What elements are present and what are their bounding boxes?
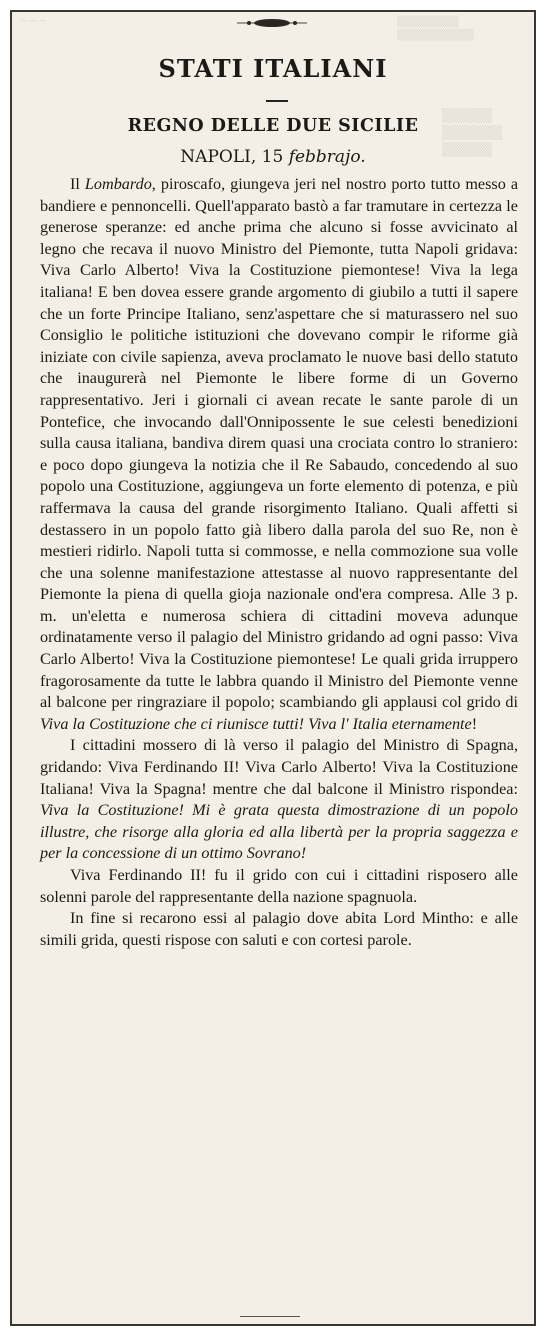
kingdom-title: REGNO DELLE DUE SICILIE (127, 116, 419, 136)
paragraph-text: , piroscafo, giungeva jeri nel nostro porto tutto messo a bandiere e pennoncelli. Quell'apparato bastò a far tramutare in certezza le generose speranze: ed anche prima che alcuno si fosse avvicinato al legno che recava il nuovo Ministro del Piemonte, tutta Napoli gridava: Viva Carlo Alberto! Viva la Costituzione piemontese! Viva la lega italiana! E ben dovea essere grande argomento di giubilo a tutti il sapere che un forte Principe Italiano, senz'aspettare che si maturassero nel suo Consiglio le politiche istituzioni che dovevano compir le riforme già iniziate con civile sapienza, aveva proclamato le nuove basi dello statuto che inaugurerà nel Piemonte le libere forme di un Governo rappresentativo. Jeri i giornali ci avean recate le sante parole di un Pontefice, che invocando dall'Onnipossente le sue celesti benedizioni sulla causa italiana, bandiva direm quasi una crociata contro lo straniero: e poco dopo giungeva la notizia che il Re Sabaudo, concedendo al suo popolo una Costituzione, aggiungeva un forte elemento di potenza, e più raffermava la causa del grande risorgimento Italiano. Quali affetti si destassero in un popolo fatto già libero dalla parola del suo Re, non è mestieri ridirlo. Napoli tutta si commosse, e nella commozione sua volle che una solenne manifestazione attestasse al nuovo rappresentante del Piemonte la piena di quella gioja nazionale ond'era compresa. Alle 3 p. m. un'eletta e numerosa schiera di cittadini moveva adunque ordinatamente verso il palagio del Ministro gridando ad ogni passo: Viva Carlo Alberto! Viva la Costituzione piemontese! Le quali grida irruppero fragorosamente da tutte le labbra quando il Ministro del Piemonte venne al balcone per ringraziare il popolo; scambiando gli applausi col grido di (40, 175, 518, 712)
paragraph-3: Viva Ferdinando II! fu il grido con cui i cittadini risposero alle solenni parole del rappresentante della nazione spagnuola. (40, 866, 518, 906)
paragraph-2 (40, 735, 518, 865)
section-title: STATI ITALIANI (158, 54, 388, 83)
paragraph-1 (40, 174, 518, 735)
dateline (12, 147, 534, 167)
dateline-city: NAPOLI, 15 (180, 147, 284, 167)
paragraph-4: In fine si recarono essi al palagio dove abita Lord Mintho: e alle simili grida, questi rispose con saluti e con cortesi parole. (40, 909, 518, 949)
paragraph-text: ! (471, 714, 478, 733)
article-body (40, 174, 518, 951)
dateline-month: febbrajo. (288, 147, 366, 167)
bleed-through-text: ~~~ (20, 14, 48, 27)
end-rule (240, 1316, 300, 1317)
bleed-through-text: ▒▒▒▒▒▒▒▒ ▒▒▒▒▒▒▒▒▒▒ (397, 17, 474, 41)
italic-quote: Viva la Costituzione! Mi è grata questa dimostrazione di un popolo illustre, che risorge alla gloria ed alla libertà per la propria saggezza e per la concessione di un ottimo Sovrano! (40, 801, 518, 863)
header-ornament (237, 17, 307, 29)
bleed-through-text: ▒▒▒▒▒ ▒▒▒▒▒▒ ▒▒▒▒▒ (442, 109, 502, 158)
title-rule (266, 100, 288, 102)
italic-quote: Viva la Costituzione che ci riunisce tutti! Viva l' Italia eternamente (40, 714, 472, 733)
paragraph-text: I cittadini mossero di là verso il palagio del Ministro di Spagna, gridando: Viva Ferdinando II! Viva Carlo Alberto! Viva la Costituzione Italiana! Viva la Spagna! mentre che dal balcone il Ministro rispondea: (40, 736, 518, 798)
ship-name: Lombardo (84, 175, 152, 193)
newspaper-page (10, 10, 536, 1326)
paragraph-text: Il (70, 175, 85, 193)
